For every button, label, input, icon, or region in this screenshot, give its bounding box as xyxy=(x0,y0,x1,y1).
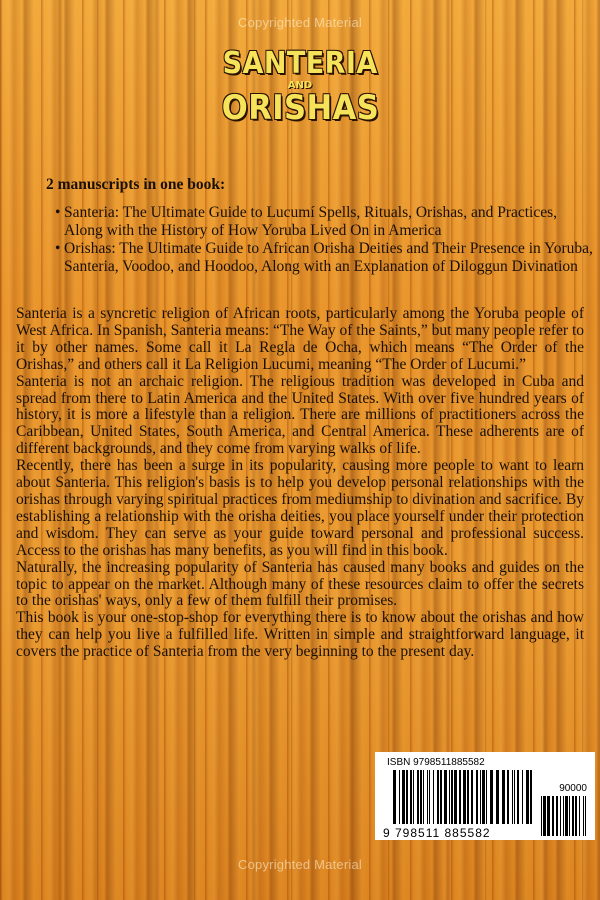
barcode-bar xyxy=(569,796,570,836)
barcode-bar xyxy=(556,796,558,836)
paragraph: Naturally, the increasing popularity of Santeria has caused many books and guides on the topic to appear on the market. Although many of these resources claim to offer the secrets to the orishas' ways, only a few of them fulfill their promises. xyxy=(16,558,584,610)
barcode-bar xyxy=(471,770,473,824)
series-logo xyxy=(0,46,600,128)
barcode-bar xyxy=(440,770,442,824)
barcode-bar xyxy=(423,770,424,824)
intro-heading: 2 manuscripts in one book: xyxy=(46,176,226,193)
isbn-label: ISBN 9798511885582 xyxy=(387,757,485,768)
barcode-bar xyxy=(530,770,532,824)
barcode-bar xyxy=(541,796,542,836)
barcode-bar xyxy=(507,770,509,824)
barcode-bar xyxy=(482,770,485,824)
barcode-bar xyxy=(429,770,430,824)
main-barcode-bars xyxy=(393,770,532,824)
barcode-bar xyxy=(583,796,584,836)
barcode-bar xyxy=(413,770,414,824)
barcode-bar xyxy=(543,796,546,836)
barcode-bar xyxy=(402,770,405,824)
barcode-bar xyxy=(585,796,586,836)
barcode-bar xyxy=(410,770,412,824)
logo-connector: AND xyxy=(287,80,313,91)
manuscript-list xyxy=(55,204,595,276)
barcode-bar xyxy=(451,770,453,824)
logo-word-santeria: SANTERIA xyxy=(222,46,378,81)
isbn-barcode-panel xyxy=(375,752,595,840)
barcode-bar xyxy=(437,770,439,824)
barcode-bar xyxy=(454,770,457,824)
barcode-bar xyxy=(512,770,513,824)
isbn-digits: 9 798511 885582 xyxy=(383,826,491,840)
barcode-bar xyxy=(444,770,447,824)
barcode-bar xyxy=(563,796,564,836)
barcode-bar xyxy=(486,770,487,824)
barcode-bar xyxy=(547,796,550,836)
paragraph: Santeria is a syncretic religion of African roots, particularly among the Yoruba people of West Africa. In Spanish, Santeria means: “The Way of the Saints,” but many people refer to it by other names. Some call it La Regla de Ocha, which means “The Order of the Orishas,” and others call it La Religion Lucumi, meaning “The Order of Lucumi.” xyxy=(16,305,584,373)
barcode-bar xyxy=(579,796,580,836)
paragraph: Santeria is not an archaic religion. The religious tradition was developed in Cuba and spread from there to Latin America and the United States. With over five hundred years of history, it is more a lifestyle than a religion. There are millions of practitioners across the Caribbean, United States, South America, and Central America. These adherents are of different backgrounds, and they come from varying walks of life. xyxy=(16,372,584,458)
barcode-bar xyxy=(480,770,481,824)
barcode-bar xyxy=(575,796,577,836)
barcode-bar xyxy=(393,770,396,824)
barcode-bar xyxy=(476,770,478,824)
paragraph: This book is your one-stop-shop for everything there is to know about the orishas and how they can help you live a fulfilled life. Written in simple and straightforward language, it covers the practice of Santeria from the very beginning to the present day. xyxy=(16,609,584,661)
barcode-bar xyxy=(399,770,400,824)
barcode-bar xyxy=(560,796,561,836)
price-code: 90000 xyxy=(559,783,587,794)
barcode-bar xyxy=(565,796,568,836)
barcode-bar xyxy=(463,770,466,824)
barcode-bar xyxy=(572,796,574,836)
barcode-bar xyxy=(526,770,529,824)
list-item: • Orishas: The Ultimate Guide to African Orisha Deities and Their Presence in Yoruba, Santeria, Voodoo, and Hoodoo, Along with an Explanation of Diloggun Divination xyxy=(55,240,595,275)
paragraph: Recently, there has been a surge in its popularity, causing more people to want to learn about Santeria. This religion's basis is to help you develop personal relationships with the orishas through varying spiritual practices from mediumship to divination and sacrifice. By establishing a relationship with the orisha deities, you place yourself under their protection and wisdom. They can serve as your guide toward personal and professional success. Access to the orishas has many benefits, as you will find in this book. xyxy=(16,457,584,559)
barcode-bar xyxy=(490,770,493,824)
barcode-bar xyxy=(467,770,469,824)
barcode-bar xyxy=(449,770,450,824)
barcode-bar xyxy=(522,770,523,824)
description-body xyxy=(16,306,584,661)
barcode-bar xyxy=(552,796,554,836)
barcode-bar xyxy=(406,770,408,824)
barcode-bar xyxy=(433,770,434,824)
barcode-bar xyxy=(427,770,428,824)
barcode-bar xyxy=(496,770,499,824)
list-item: • Santeria: The Ultimate Guide to Lucumí Spells, Rituals, Orishas, and Practices, Along with the History of How Yoruba Lived On in America xyxy=(55,204,595,239)
logo-word-orishas: ORISHAS xyxy=(221,88,379,128)
addon-barcode-bars xyxy=(541,796,586,836)
barcode-bar xyxy=(417,770,419,824)
watermark-bottom: Copyrighted Material xyxy=(238,857,362,872)
barcode-bar xyxy=(514,770,515,824)
barcode-bar xyxy=(459,770,461,824)
barcode-bar xyxy=(502,770,505,824)
watermark-top: Copyrighted Material xyxy=(238,15,362,30)
barcode-bar xyxy=(517,770,519,824)
barcode-bar xyxy=(420,770,422,824)
